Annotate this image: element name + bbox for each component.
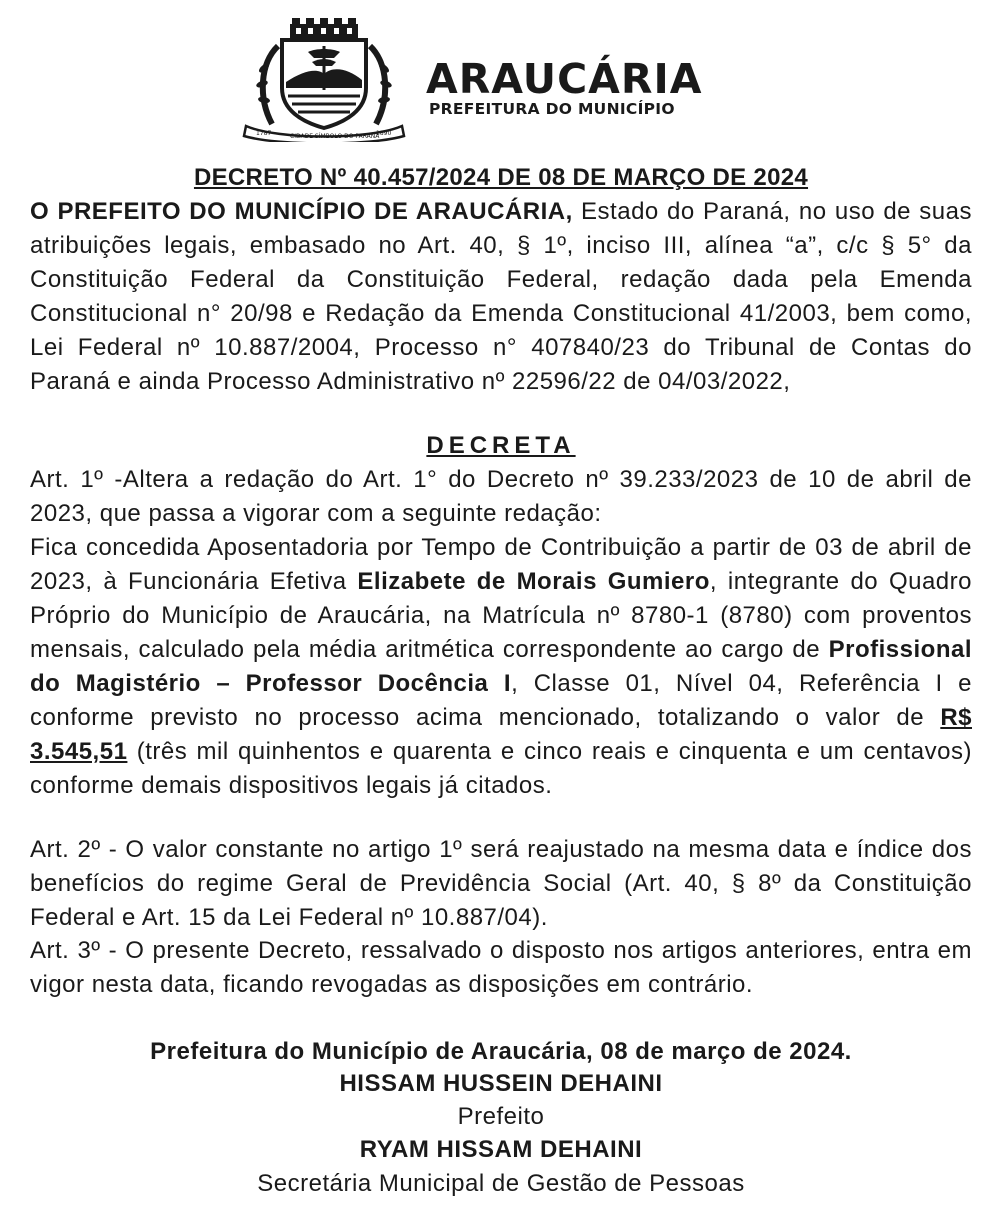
place-and-date-text: Prefeitura do Município de Araucária, 08 de março de 2024.: [150, 1038, 852, 1065]
article-1-text: [30, 531, 972, 803]
letterhead: [30, 0, 972, 150]
crest-year-right: 1890: [376, 130, 392, 137]
signer-1-name: HISSAM HUSSEIN DEHAINI: [339, 1070, 663, 1097]
article-3: Art. 3º - O presente Decreto, ressalvado o disposto nos artigos anteriores, entra em vigor nesta data, ficando revogadas as disposições em contrário.: [30, 937, 972, 998]
preamble-text: Estado do Paraná, no uso de suas atribuições legais, embasado no Art. 40, § 1º, inciso III, alínea “a”, c/c § 5° da Constituição Federal da Constituição Federal, redação dada pela Emenda Constitucional n° 20/98 e Redação da Emenda Constitucional 41/2003, bem como, Lei Federal nº 10.887/2004, Processo n° 407840/23 do Tribunal de Contas do Paraná e ainda Processo Administrativo nº 22596/22 de 04/03/2022,: [30, 198, 972, 395]
place-and-date: [30, 1035, 972, 1069]
brand-subtitle: PREFEITURA DO MUNICÍPIO: [429, 100, 675, 118]
crest-ribbon-motto: CIDADE SÍMBOLO DO PARANÁ: [290, 133, 380, 140]
decree-title: DECRETO Nº 40.457/2024 DE 08 DE MARÇO DE 2024: [193, 164, 809, 191]
signer-1-role: Prefeito: [457, 1103, 545, 1130]
decreta-heading: DECRETA: [426, 432, 576, 459]
document-page: [30, 0, 973, 1197]
preamble-paragraph: [30, 195, 972, 399]
benefit-amount: R$ 3.545,51: [30, 704, 972, 765]
crest-year-left: 1787: [256, 130, 272, 137]
article-1-text-b: , integrante do Quadro Próprio do Município de Araucária, na Matrícula nº 8780-1 (8780) com proventos mensais, calculado pela média aritmética correspondente ao cargo de: [30, 568, 972, 663]
signer-1-name-row: [30, 1067, 972, 1101]
brand-name: ARAUCÁRIA: [426, 55, 703, 103]
beneficiary-name: Elizabete de Morais Gumiero: [357, 568, 710, 595]
signer-2-role: Secretária Municipal de Gestão de Pessoas: [257, 1170, 745, 1197]
preamble-bold: O PREFEITO DO MUNICÍPIO DE ARAUCÁRIA,: [30, 198, 573, 225]
municipal-coat-of-arms-icon: [238, 18, 410, 142]
article-1-text-d: (três mil quinhentos e quarenta e cinco reais e cinquenta e um centavos) conforme demais dispositivos legais já citados.: [30, 738, 972, 799]
decreta-heading-row: [30, 429, 972, 463]
article-1-text-c: , Classe 01, Nível 04, Referência I e conforme previsto no processo acima mencionado, totalizando o valor de: [30, 670, 973, 731]
brand-block: [426, 55, 703, 118]
article-1-text-a: Fica concedida Aposentadoria por Tempo de Contribuição a partir de 03 de abril de 2023, à Funcionária Efetiva: [30, 534, 972, 595]
article-1-intro: Art. 1º -Altera a redação do Art. 1° do Decreto nº 39.233/2023 de 10 de abril de 2023, que passa a vigorar com a seguinte redação:: [30, 466, 972, 527]
signer-2-name-row: [30, 1133, 972, 1167]
article-2: Art. 2º - O valor constante no artigo 1º será reajustado na mesma data e índice dos benefícios do regime Geral de Previdência Social (Art. 40, § 8º da Constituição Federal e Art. 15 da Lei Federal nº 10.887/04).: [30, 836, 972, 931]
position-title: Profissional do Magistério – Professor Docência I: [30, 636, 972, 697]
signer-2-name: RYAM HISSAM DEHAINI: [359, 1136, 643, 1163]
